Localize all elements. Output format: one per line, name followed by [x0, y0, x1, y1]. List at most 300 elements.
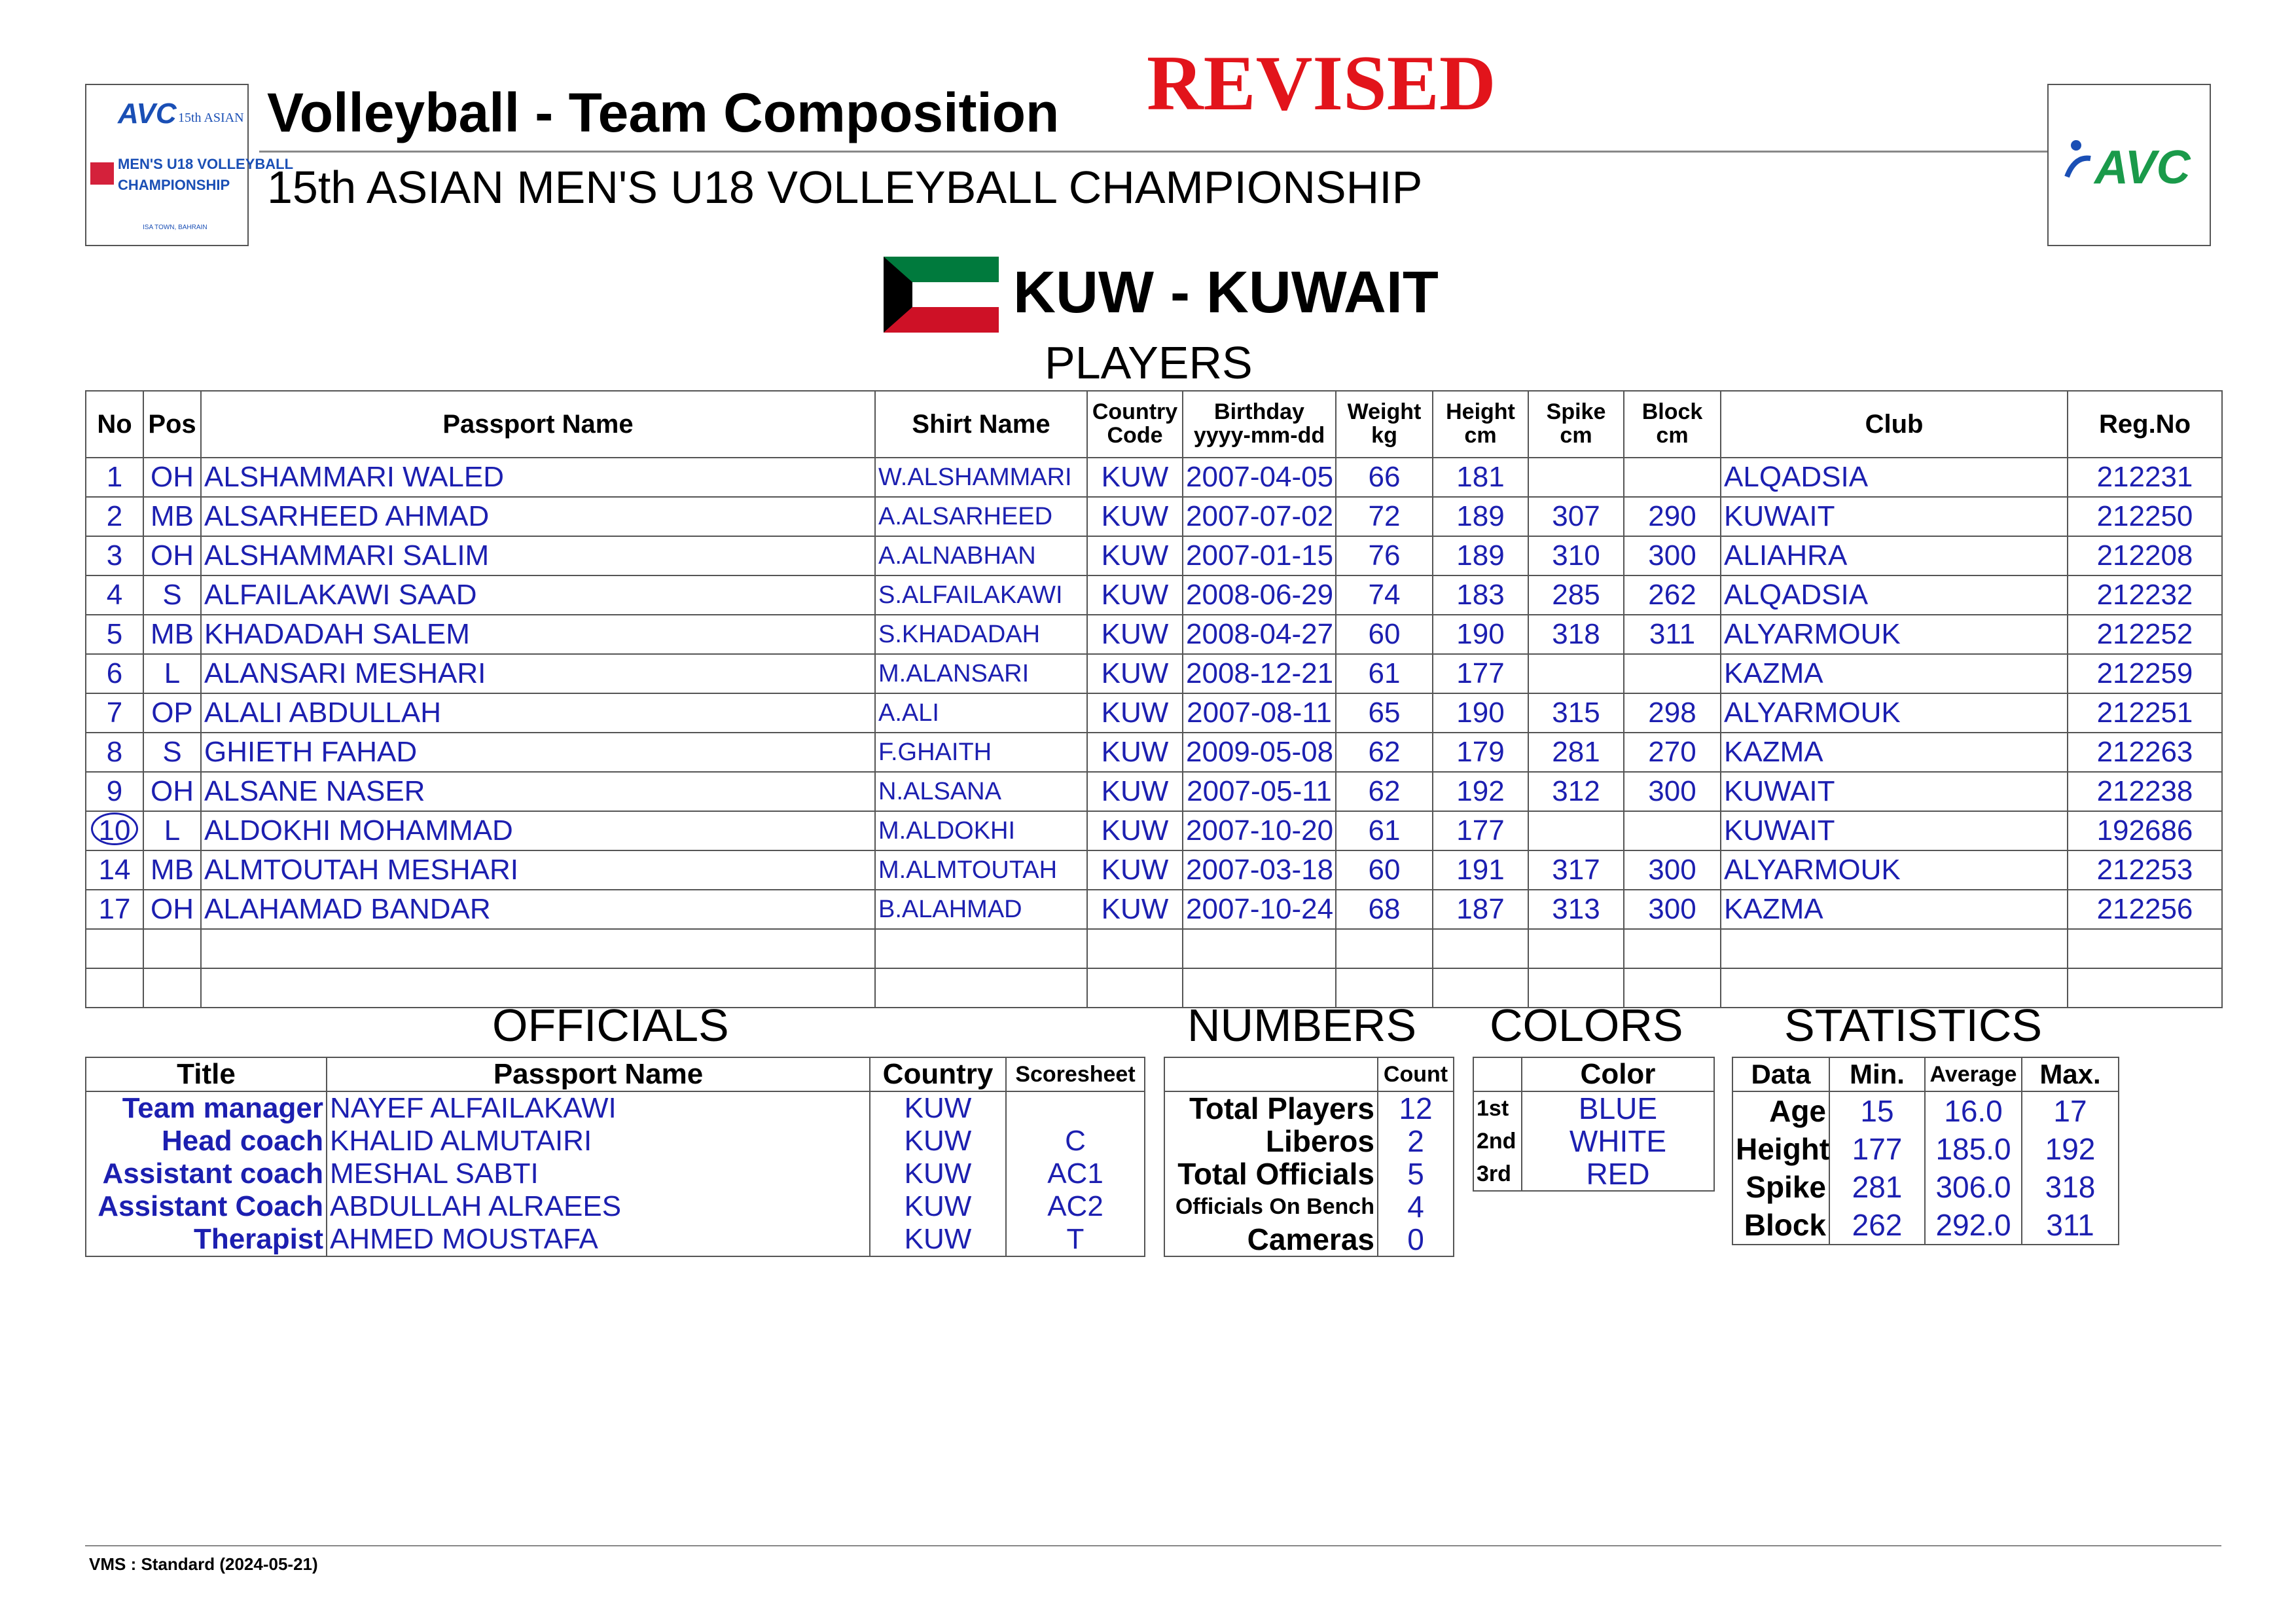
- player-club: KAZMA: [1721, 890, 2068, 929]
- stat-min: 281: [1829, 1168, 1925, 1206]
- player-block: 290: [1624, 497, 1721, 536]
- player-passport-name: ALAHAMAD BANDAR: [201, 890, 875, 929]
- player-weight: 66: [1336, 458, 1433, 497]
- player-passport-name: ALSHAMMARI WALED: [201, 458, 875, 497]
- player-row: [86, 772, 2222, 811]
- colors-row: [1473, 1091, 1714, 1125]
- official-title: Assistant coach: [86, 1158, 327, 1190]
- player-spike: 318: [1528, 615, 1624, 654]
- statistics-section-label: STATISTICS: [1784, 1000, 2043, 1051]
- player-weight: 61: [1336, 811, 1433, 850]
- col-header-club: Club: [1721, 391, 2068, 458]
- player-spike: 285: [1528, 575, 1624, 615]
- document-title: Volleyball - Team Composition: [267, 82, 1060, 143]
- officials-col-scoresheet: Scoresheet: [1006, 1057, 1145, 1091]
- player-block: 300: [1624, 850, 1721, 890]
- player-shirt-name: S.KHADADAH: [875, 615, 1087, 654]
- avc-logo-graphic: [2049, 85, 2210, 245]
- player-club: ALYARMOUK: [1721, 850, 2068, 890]
- player-pos: OH: [143, 772, 201, 811]
- player-passport-name: ALFAILAKAWI SAAD: [201, 575, 875, 615]
- col-header-birthday: Birthday yyyy-mm-dd: [1183, 391, 1336, 458]
- player-height: 187: [1433, 890, 1528, 929]
- player-reg-no: 212208: [2068, 536, 2222, 575]
- player-passport-name: ALDOKHI MOHAMMAD: [201, 811, 875, 850]
- player-passport-name: KHADADAH SALEM: [201, 615, 875, 654]
- player-weight: 60: [1336, 850, 1433, 890]
- player-height: 181: [1433, 458, 1528, 497]
- empty-cell: [1528, 929, 1624, 968]
- player-no: 1: [86, 458, 143, 497]
- svg-text:ISA TOWN, BAHRAIN: ISA TOWN, BAHRAIN: [143, 224, 207, 231]
- player-reg-no: 212232: [2068, 575, 2222, 615]
- col-header-pos: Pos: [143, 391, 201, 458]
- player-row-empty: [86, 929, 2222, 968]
- player-reg-no: 212231: [2068, 458, 2222, 497]
- empty-cell: [2068, 929, 2222, 968]
- player-birthday: 2009-05-08: [1183, 733, 1336, 772]
- player-club: ALYARMOUK: [1721, 693, 2068, 733]
- player-block: [1624, 654, 1721, 693]
- player-spike: [1528, 811, 1624, 850]
- statistics-row: [1732, 1130, 2119, 1168]
- players-table: [85, 390, 2223, 1008]
- numbers-label: Total Officials: [1164, 1158, 1378, 1190]
- player-birthday: 2007-08-11: [1183, 693, 1336, 733]
- colors-section-label: COLORS: [1490, 1000, 1683, 1051]
- player-pos: OH: [143, 458, 201, 497]
- player-passport-name: ALALI ABDULLAH: [201, 693, 875, 733]
- player-no: 17: [86, 890, 143, 929]
- svg-text:AVC: AVC: [118, 98, 177, 130]
- official-country: KUW: [870, 1158, 1006, 1190]
- player-weight: 62: [1336, 733, 1433, 772]
- player-block: 300: [1624, 536, 1721, 575]
- official-name: MESHAL SABTI: [327, 1158, 870, 1190]
- player-birthday: 2007-05-11: [1183, 772, 1336, 811]
- svg-text:CHAMPIONSHIP: CHAMPIONSHIP: [118, 177, 230, 193]
- player-spike: 312: [1528, 772, 1624, 811]
- official-country: KUW: [870, 1125, 1006, 1158]
- official-country: KUW: [870, 1091, 1006, 1125]
- circled-number: 10: [91, 812, 138, 845]
- official-row: [86, 1158, 1145, 1190]
- player-shirt-name: A.ALNABHAN: [875, 536, 1087, 575]
- player-no: 8: [86, 733, 143, 772]
- player-height: 177: [1433, 811, 1528, 850]
- player-pos: MB: [143, 497, 201, 536]
- numbers-label: Officials On Bench: [1164, 1190, 1378, 1223]
- official-title: Head coach: [86, 1125, 327, 1158]
- player-passport-name: ALMTOUTAH MESHARI: [201, 850, 875, 890]
- stat-label: Height: [1732, 1130, 1829, 1168]
- player-country: KUW: [1087, 615, 1183, 654]
- player-passport-name: ALSARHEED AHMAD: [201, 497, 875, 536]
- color-name: BLUE: [1522, 1091, 1714, 1125]
- player-weight: 62: [1336, 772, 1433, 811]
- officials-col-passport-name: Passport Name: [327, 1057, 870, 1091]
- statistics-row: [1732, 1206, 2119, 1245]
- player-shirt-name: M.ALMTOUTAH: [875, 850, 1087, 890]
- official-name: NAYEF ALFAILAKAWI: [327, 1091, 870, 1125]
- official-row: [86, 1125, 1145, 1158]
- player-row: [86, 733, 2222, 772]
- col-header-height: Height cm: [1433, 391, 1528, 458]
- player-spike: 281: [1528, 733, 1624, 772]
- footer-divider: [85, 1545, 2221, 1546]
- color-order: 3rd: [1473, 1158, 1522, 1191]
- numbers-header-row: [1164, 1057, 1454, 1091]
- numbers-label: Cameras: [1164, 1223, 1378, 1256]
- player-shirt-name: M.ALANSARI: [875, 654, 1087, 693]
- player-passport-name: ALSHAMMARI SALIM: [201, 536, 875, 575]
- colors-row: [1473, 1125, 1714, 1158]
- col-header-shirt-name: Shirt Name: [875, 391, 1087, 458]
- player-spike: [1528, 458, 1624, 497]
- player-height: 189: [1433, 497, 1528, 536]
- empty-cell: [875, 968, 1087, 1008]
- color-name: WHITE: [1522, 1125, 1714, 1158]
- official-country: KUW: [870, 1223, 1006, 1256]
- numbers-row: [1164, 1158, 1454, 1190]
- col-header-passport-name: Passport Name: [201, 391, 875, 458]
- numbers-value: 4: [1378, 1190, 1454, 1223]
- player-no: [86, 811, 143, 850]
- colors-table: [1473, 1057, 1715, 1192]
- player-shirt-name: A.ALSARHEED: [875, 497, 1087, 536]
- player-birthday: 2007-01-15: [1183, 536, 1336, 575]
- avc-logo: [2047, 84, 2211, 246]
- player-row: [86, 497, 2222, 536]
- player-club: KUWAIT: [1721, 497, 2068, 536]
- numbers-row: [1164, 1223, 1454, 1256]
- player-no: 6: [86, 654, 143, 693]
- player-pos: L: [143, 654, 201, 693]
- statistics-header-row: [1732, 1057, 2119, 1091]
- official-scoresheet: T: [1006, 1223, 1145, 1256]
- stat-average: 16.0: [1925, 1091, 2022, 1130]
- player-row: [86, 890, 2222, 929]
- player-block: 270: [1624, 733, 1721, 772]
- official-scoresheet: AC2: [1006, 1190, 1145, 1223]
- player-shirt-name: S.ALFAILAKAWI: [875, 575, 1087, 615]
- player-block: 262: [1624, 575, 1721, 615]
- player-club: ALQADSIA: [1721, 458, 2068, 497]
- numbers-col-count: Count: [1378, 1057, 1454, 1091]
- empty-cell: [143, 929, 201, 968]
- revised-stamp: REVISED: [1147, 39, 1496, 126]
- player-country: KUW: [1087, 890, 1183, 929]
- player-height: 179: [1433, 733, 1528, 772]
- stat-max: 17: [2022, 1091, 2119, 1130]
- player-no: 5: [86, 615, 143, 654]
- player-height: 191: [1433, 850, 1528, 890]
- player-row: [86, 811, 2222, 850]
- official-name: KHALID ALMUTAIRI: [327, 1125, 870, 1158]
- player-shirt-name: M.ALDOKHI: [875, 811, 1087, 850]
- empty-cell: [2068, 968, 2222, 1008]
- player-reg-no: 212259: [2068, 654, 2222, 693]
- stats-col-data: Data: [1732, 1057, 1829, 1091]
- stat-label: Block: [1732, 1206, 1829, 1245]
- numbers-row: [1164, 1190, 1454, 1223]
- empty-cell: [1721, 929, 2068, 968]
- svg-text:15th ASIAN: 15th ASIAN: [178, 111, 244, 125]
- player-club: ALIAHRA: [1721, 536, 2068, 575]
- col-header-weight: Weight kg: [1336, 391, 1433, 458]
- player-no: 14: [86, 850, 143, 890]
- officials-col-title: Title: [86, 1057, 327, 1091]
- player-birthday: 2007-03-18: [1183, 850, 1336, 890]
- official-name: AHMED MOUSTAFA: [327, 1223, 870, 1256]
- player-pos: MB: [143, 615, 201, 654]
- player-block: [1624, 811, 1721, 850]
- player-reg-no: 212256: [2068, 890, 2222, 929]
- player-spike: 307: [1528, 497, 1624, 536]
- officials-col-country: Country: [870, 1057, 1006, 1091]
- player-block: 300: [1624, 772, 1721, 811]
- player-row: [86, 615, 2222, 654]
- player-weight: 60: [1336, 615, 1433, 654]
- player-block: 298: [1624, 693, 1721, 733]
- player-country: KUW: [1087, 811, 1183, 850]
- player-spike: 315: [1528, 693, 1624, 733]
- player-passport-name: ALANSARI MESHARI: [201, 654, 875, 693]
- color-order: 2nd: [1473, 1125, 1522, 1158]
- player-birthday: 2007-10-24: [1183, 890, 1336, 929]
- empty-cell: [1087, 968, 1183, 1008]
- official-row: [86, 1091, 1145, 1125]
- player-row: [86, 575, 2222, 615]
- col-header-no: No: [86, 391, 143, 458]
- player-spike: 310: [1528, 536, 1624, 575]
- col-header-country-code: Country Code: [1087, 391, 1183, 458]
- official-country: KUW: [870, 1190, 1006, 1223]
- player-reg-no: 212250: [2068, 497, 2222, 536]
- player-weight: 61: [1336, 654, 1433, 693]
- player-height: 192: [1433, 772, 1528, 811]
- player-weight: 76: [1336, 536, 1433, 575]
- statistics-row: [1732, 1091, 2119, 1130]
- player-country: KUW: [1087, 693, 1183, 733]
- stat-average: 292.0: [1925, 1206, 2022, 1245]
- player-reg-no: 212238: [2068, 772, 2222, 811]
- official-name: ABDULLAH ALRAEES: [327, 1190, 870, 1223]
- player-row: [86, 693, 2222, 733]
- player-spike: 313: [1528, 890, 1624, 929]
- player-row: [86, 536, 2222, 575]
- empty-cell: [875, 929, 1087, 968]
- player-passport-name: GHIETH FAHAD: [201, 733, 875, 772]
- empty-cell: [1336, 929, 1433, 968]
- player-country: KUW: [1087, 654, 1183, 693]
- player-spike: 317: [1528, 850, 1624, 890]
- numbers-section-label: NUMBERS: [1187, 1000, 1417, 1051]
- player-shirt-name: F.GHAITH: [875, 733, 1087, 772]
- empty-cell: [201, 929, 875, 968]
- player-passport-name: ALSANE NASER: [201, 772, 875, 811]
- official-title: Therapist: [86, 1223, 327, 1256]
- officials-header-row: [86, 1057, 1145, 1091]
- color-name: RED: [1522, 1158, 1714, 1191]
- team-name: KUW - KUWAIT: [1013, 260, 1439, 325]
- empty-cell: [86, 929, 143, 968]
- empty-cell: [1624, 929, 1721, 968]
- player-height: 177: [1433, 654, 1528, 693]
- player-country: KUW: [1087, 850, 1183, 890]
- stat-max: 318: [2022, 1168, 2119, 1206]
- player-shirt-name: A.ALI: [875, 693, 1087, 733]
- player-shirt-name: N.ALSANA: [875, 772, 1087, 811]
- player-no: 3: [86, 536, 143, 575]
- numbers-label: Total Players: [1164, 1091, 1378, 1125]
- player-reg-no: 212252: [2068, 615, 2222, 654]
- player-weight: 74: [1336, 575, 1433, 615]
- player-birthday: 2007-07-02: [1183, 497, 1336, 536]
- numbers-table: [1164, 1057, 1454, 1257]
- colors-col-color: Color: [1522, 1057, 1714, 1091]
- player-row: [86, 850, 2222, 890]
- event-logo-graphic: [86, 85, 294, 245]
- player-height: 183: [1433, 575, 1528, 615]
- player-pos: OH: [143, 890, 201, 929]
- player-pos: L: [143, 811, 201, 850]
- player-row: [86, 654, 2222, 693]
- player-pos: OH: [143, 536, 201, 575]
- player-country: KUW: [1087, 536, 1183, 575]
- stat-label: Spike: [1732, 1168, 1829, 1206]
- official-row: [86, 1223, 1145, 1256]
- empty-cell: [1433, 929, 1528, 968]
- player-spike: [1528, 654, 1624, 693]
- numbers-col-label: [1164, 1057, 1378, 1091]
- player-club: KUWAIT: [1721, 772, 2068, 811]
- player-club: ALQADSIA: [1721, 575, 2068, 615]
- player-no: 2: [86, 497, 143, 536]
- official-row: [86, 1190, 1145, 1223]
- numbers-row: [1164, 1091, 1454, 1125]
- stat-min: 262: [1829, 1206, 1925, 1245]
- statistics-row: [1732, 1168, 2119, 1206]
- player-weight: 68: [1336, 890, 1433, 929]
- officials-table: [85, 1057, 1145, 1257]
- footer-version: VMS : Standard (2024-05-21): [89, 1554, 318, 1574]
- colors-header-row: [1473, 1057, 1714, 1091]
- player-country: KUW: [1087, 733, 1183, 772]
- svg-text:AVC: AVC: [2094, 141, 2191, 194]
- player-block: 311: [1624, 615, 1721, 654]
- player-birthday: 2008-12-21: [1183, 654, 1336, 693]
- stat-min: 177: [1829, 1130, 1925, 1168]
- player-row: [86, 458, 2222, 497]
- championship-name: 15th ASIAN MEN'S U18 VOLLEYBALL CHAMPIONSHIP: [267, 162, 1423, 213]
- players-header-row: [86, 391, 2222, 458]
- official-scoresheet: C: [1006, 1125, 1145, 1158]
- officials-section-label: OFFICIALS: [492, 1000, 729, 1051]
- statistics-table: [1732, 1057, 2119, 1245]
- player-no: 4: [86, 575, 143, 615]
- colors-col-order: [1473, 1057, 1522, 1091]
- player-birthday: 2008-04-27: [1183, 615, 1336, 654]
- official-scoresheet: AC1: [1006, 1158, 1145, 1190]
- numbers-row: [1164, 1125, 1454, 1158]
- player-reg-no: 212253: [2068, 850, 2222, 890]
- players-section-label: PLAYERS: [1045, 337, 1253, 388]
- numbers-value: 5: [1378, 1158, 1454, 1190]
- numbers-value: 0: [1378, 1223, 1454, 1256]
- player-pos: S: [143, 733, 201, 772]
- col-header-spike: Spike cm: [1528, 391, 1624, 458]
- numbers-label: Liberos: [1164, 1125, 1378, 1158]
- player-weight: 72: [1336, 497, 1433, 536]
- numbers-value: 12: [1378, 1091, 1454, 1125]
- player-shirt-name: B.ALAHMAD: [875, 890, 1087, 929]
- player-club: KUWAIT: [1721, 811, 2068, 850]
- kuwait-flag-icon: [884, 257, 999, 333]
- stat-max: 311: [2022, 1206, 2119, 1245]
- empty-cell: [143, 968, 201, 1008]
- stat-label: Age: [1732, 1091, 1829, 1130]
- player-reg-no: 212251: [2068, 693, 2222, 733]
- player-no: 7: [86, 693, 143, 733]
- player-block: [1624, 458, 1721, 497]
- color-order: 1st: [1473, 1091, 1522, 1125]
- player-club: ALYARMOUK: [1721, 615, 2068, 654]
- player-shirt-name: W.ALSHAMMARI: [875, 458, 1087, 497]
- player-birthday: 2007-10-20: [1183, 811, 1336, 850]
- stat-min: 15: [1829, 1091, 1925, 1130]
- player-height: 190: [1433, 615, 1528, 654]
- col-header-block: Block cm: [1624, 391, 1721, 458]
- player-country: KUW: [1087, 575, 1183, 615]
- stat-average: 306.0: [1925, 1168, 2022, 1206]
- player-pos: MB: [143, 850, 201, 890]
- empty-cell: [1087, 929, 1183, 968]
- official-title: Team manager: [86, 1091, 327, 1125]
- player-block: 300: [1624, 890, 1721, 929]
- official-scoresheet: [1006, 1091, 1145, 1125]
- player-club: KAZMA: [1721, 733, 2068, 772]
- player-reg-no: 192686: [2068, 811, 2222, 850]
- stat-average: 185.0: [1925, 1130, 2022, 1168]
- title-divider: [259, 151, 2047, 153]
- stats-col-max: Max.: [2022, 1057, 2119, 1091]
- player-no: 9: [86, 772, 143, 811]
- player-height: 190: [1433, 693, 1528, 733]
- official-title: Assistant Coach: [86, 1190, 327, 1223]
- empty-cell: [1183, 929, 1336, 968]
- player-reg-no: 212263: [2068, 733, 2222, 772]
- col-header-reg-no: Reg.No: [2068, 391, 2222, 458]
- player-pos: OP: [143, 693, 201, 733]
- player-birthday: 2007-04-05: [1183, 458, 1336, 497]
- numbers-value: 2: [1378, 1125, 1454, 1158]
- player-country: KUW: [1087, 458, 1183, 497]
- stats-col-min: Min.: [1829, 1057, 1925, 1091]
- player-height: 189: [1433, 536, 1528, 575]
- colors-row: [1473, 1158, 1714, 1191]
- stats-col-average: Average: [1925, 1057, 2022, 1091]
- svg-text:MEN'S U18 VOLLEYBALL: MEN'S U18 VOLLEYBALL: [118, 156, 294, 172]
- player-club: KAZMA: [1721, 654, 2068, 693]
- event-logo: [85, 84, 294, 246]
- player-weight: 65: [1336, 693, 1433, 733]
- empty-cell: [86, 968, 143, 1008]
- player-birthday: 2008-06-29: [1183, 575, 1336, 615]
- player-country: KUW: [1087, 497, 1183, 536]
- stat-max: 192: [2022, 1130, 2119, 1168]
- player-pos: S: [143, 575, 201, 615]
